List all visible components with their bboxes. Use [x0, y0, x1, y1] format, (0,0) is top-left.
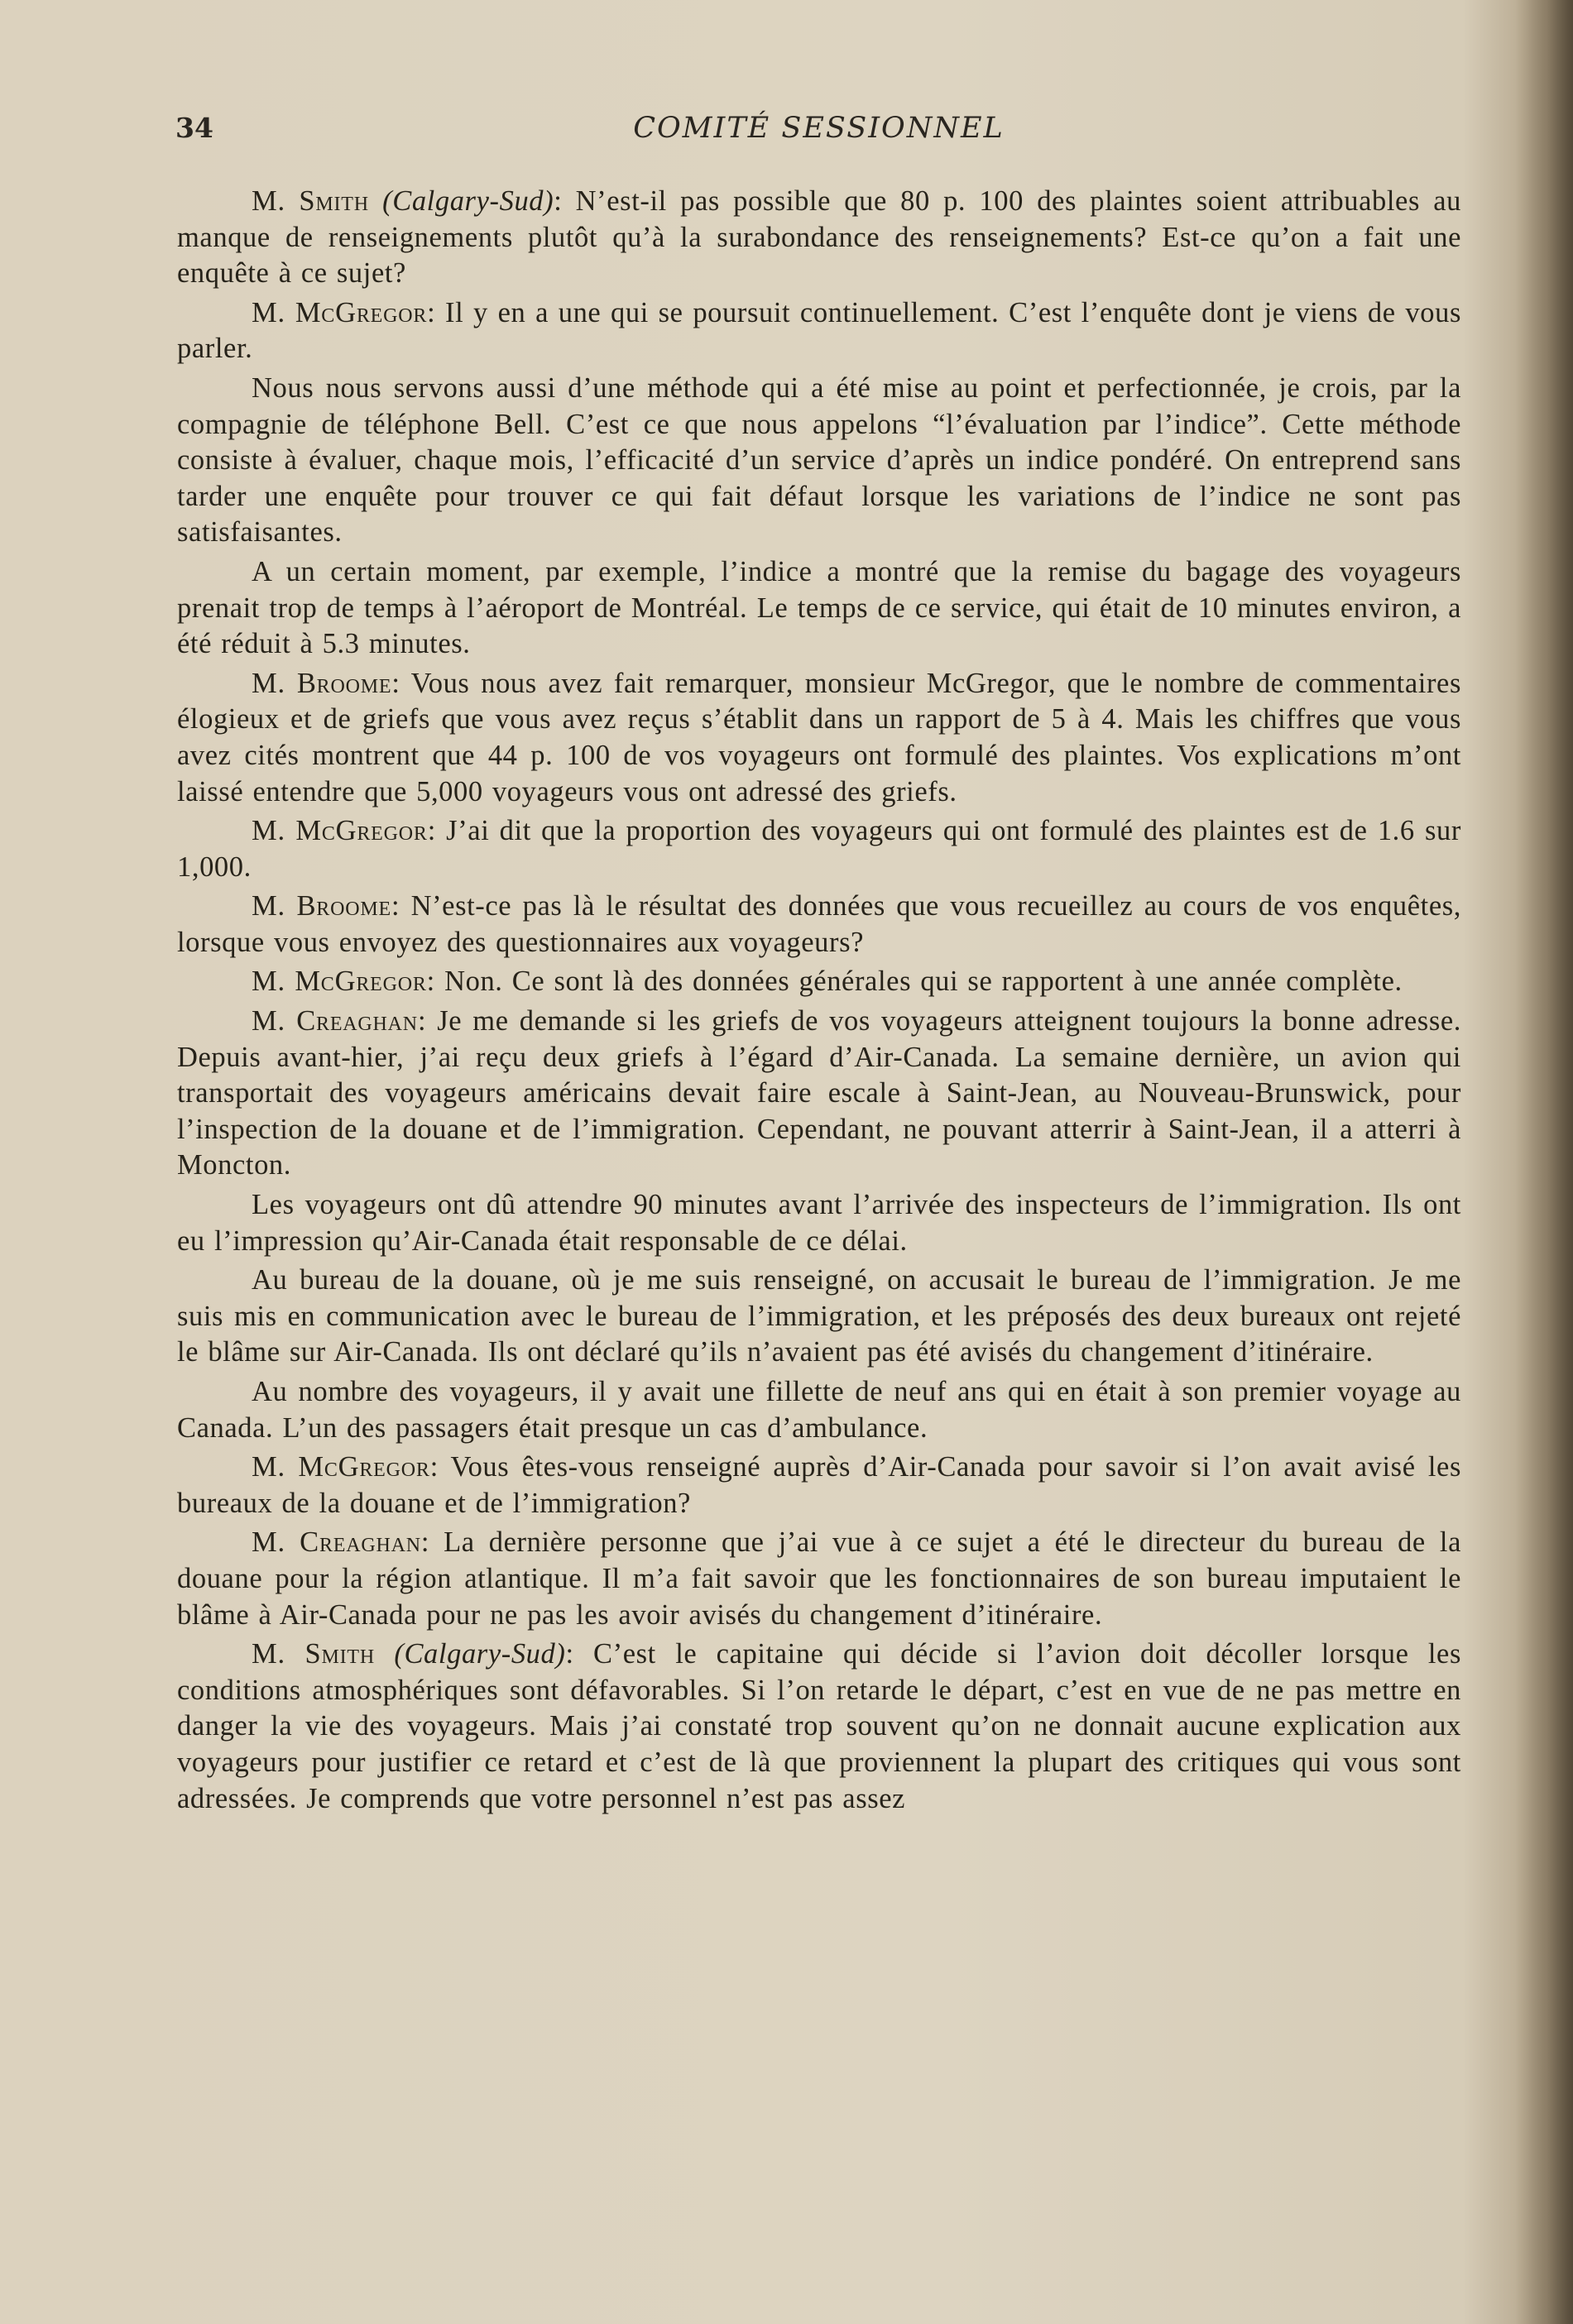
paragraph-text: Au bureau de la douane, où je me suis renseigné, on accusait le bureau de l’immigration. Je me suis mis en communication avec le bureau de l’immigration, et les préposés des deux bureaux ont rejeté le blâme sur Air-Canada. Ils ont déclaré qu’ils n’avaient pas été avisés du changement d’itinéraire.: [177, 1264, 1461, 1368]
transcript-paragraph: [177, 1525, 1461, 1633]
transcript-paragraph: [177, 1636, 1461, 1817]
paragraph-text: C’est le capitaine qui décide si l’avion doit décoller lorsque les conditions atmosphériques sont défavorables. Si l’on retarde le départ, c’est en vue de ne pas mettre en danger la vie des voyageurs. Mais j’ai constaté trop souvent qu’on ne donnait aucune explication aux voyageurs pour justifier ce retard et c’est de là que proviennent la plupart des critiques qui vous sont adressées. Je comprends que votre personnel n’est pas assez: [177, 1638, 1461, 1814]
speaker-name: M. Broome: [252, 890, 391, 922]
paragraph-text: N’est-ce pas là le résultat des données que vous recueillez au cours de vos enquêtes, lorsque vous envoyez des questionnaires aux voyageurs?: [177, 890, 1461, 958]
speaker-name: M. McGregor: [252, 296, 428, 328]
transcript-body: [177, 184, 1461, 1820]
paragraph-text: J’ai dit que la proportion des voyageurs qui ont formulé des plaintes est de 1.6 sur 1,000.: [177, 815, 1461, 883]
speaker-name: M. Creaghan: [252, 1005, 418, 1037]
page-binding-shadow: [1515, 0, 1573, 2324]
speaker-separator: :: [391, 890, 400, 922]
speaker-riding: (Calgary-Sud): [382, 185, 554, 217]
transcript-paragraph: [177, 554, 1461, 663]
paragraph-text: Les voyageurs ont dû attendre 90 minutes avant l’arrivée des inspecteurs de l’immigration. Ils ont eu l’impression qu’Air-Canada était responsable de ce délai.: [177, 1189, 1461, 1257]
speaker-separator: :: [565, 1638, 574, 1670]
page-header: [175, 112, 1462, 153]
transcript-paragraph: [177, 1450, 1461, 1521]
speaker-separator: :: [417, 1005, 427, 1037]
speaker-separator: :: [420, 1526, 430, 1559]
speaker-name: M. McGregor: [252, 815, 428, 847]
transcript-paragraph: [177, 1187, 1461, 1259]
page-number: 34: [175, 112, 213, 144]
speaker-name: M. Smith: [252, 1638, 375, 1670]
transcript-paragraph: [177, 1004, 1461, 1184]
transcript-paragraph: [177, 184, 1461, 292]
transcript-paragraph: [177, 1263, 1461, 1371]
speaker-name: M. McGregor: [252, 966, 427, 998]
speaker-name: M. Smith: [252, 185, 369, 217]
transcript-paragraph: [177, 371, 1461, 551]
paragraph-text: A un certain moment, par exemple, l’indice a montré que la remise du bagage des voyageurs prenait trop de temps à l’aéroport de Montréal. Le temps de ce service, qui était de 10 minutes environ, a été réduit à 5.3 minutes.: [177, 555, 1461, 660]
transcript-paragraph: [177, 666, 1461, 810]
paragraph-text: Non. Ce sont là des données générales qui se rapportent à une année complète.: [434, 966, 1403, 998]
speaker-separator: :: [427, 815, 436, 847]
paragraph-text: Vous êtes-vous renseigné auprès d’Air-Canada pour savoir si l’on avait avisé les bureaux de la douane et de l’immigration?: [177, 1451, 1461, 1519]
paragraph-text: Je me demande si les griefs de vos voyageurs atteignent toujours la bonne adresse. Depuis avant-hier, j’ai reçu deux griefs à l’égard d’Air-Canada. La semaine dernière, un avion qui transportait des voyageurs américains devait faire escale à Saint-Jean, au Nouveau-Brunswick, pour l’inspection de la douane et de l’immigration. Cependant, ne pouvant atterrir à Saint-Jean, il a atterri à Moncton.: [177, 1005, 1461, 1181]
speaker-separator: :: [426, 966, 435, 998]
speaker-name: M. Broome: [252, 667, 392, 699]
transcript-paragraph: [177, 964, 1461, 1000]
transcript-paragraph: [177, 1374, 1461, 1446]
speaker-name: M. Creaghan: [252, 1526, 421, 1559]
running-head-title: COMITÉ SESSIONNEL: [633, 112, 1005, 145]
speaker-separator: :: [391, 667, 400, 699]
paragraph-text: La dernière personne que j’ai vue à ce sujet a été le directeur du bureau de la douane pour la région atlantique. Il m’a fait savoir que les fonctionnaires de son bureau imputaient le blâme à Air-Canada pour ne pas les avoir avisés du changement d’itinéraire.: [177, 1526, 1461, 1631]
transcript-paragraph: [177, 889, 1461, 961]
paragraph-text: Il y en a une qui se poursuit continuellement. C’est l’enquête dont je viens de vous parler.: [177, 296, 1461, 365]
paragraph-text: N’est-il pas possible que 80 p. 100 des plaintes soient attribuables au manque de renseignements plutôt qu’à la surabondance des renseignements? Est-ce qu’on a fait une enquête à ce sujet?: [177, 185, 1461, 290]
transcript-paragraph: [177, 295, 1461, 367]
paragraph-text: Nous nous servons aussi d’une méthode qui a été mise au point et perfectionnée, je crois, par la compagnie de téléphone Bell. C’est ce que nous appelons “l’évaluation par l’indice”. Cette méthode consiste à évaluer, chaque mois, l’efficacité d’un service d’après un indice pondéré. On entreprend sans tarder une enquête pour trouver ce qui fait défaut lorsque les variations de l’indice ne sont pas satisfaisantes.: [177, 371, 1461, 549]
speaker-name: M. McGregor: [252, 1451, 430, 1483]
paragraph-text: Au nombre des voyageurs, il y avait une fillette de neuf ans qui en était à son premier voyage au Canada. L’un des passagers était presque un cas d’ambulance.: [177, 1376, 1461, 1444]
transcript-paragraph: [177, 813, 1461, 885]
speaker-riding: (Calgary-Sud): [394, 1638, 566, 1670]
speaker-separator: :: [427, 296, 436, 328]
speaker-separator: :: [429, 1451, 439, 1483]
speaker-separator: :: [554, 185, 563, 217]
paragraph-text: Vous nous avez fait remarquer, monsieur McGregor, que le nombre de commentaires élogieux et de griefs que vous avez reçus s’établit dans un rapport de 5 à 4. Mais les chiffres que vous avez cités montrent que 44 p. 100 de vos voyageurs ont formulé des plaintes. Vos explications m’ont laissé entendre que 5,000 voyageurs vous ont adressé des griefs.: [177, 667, 1461, 807]
